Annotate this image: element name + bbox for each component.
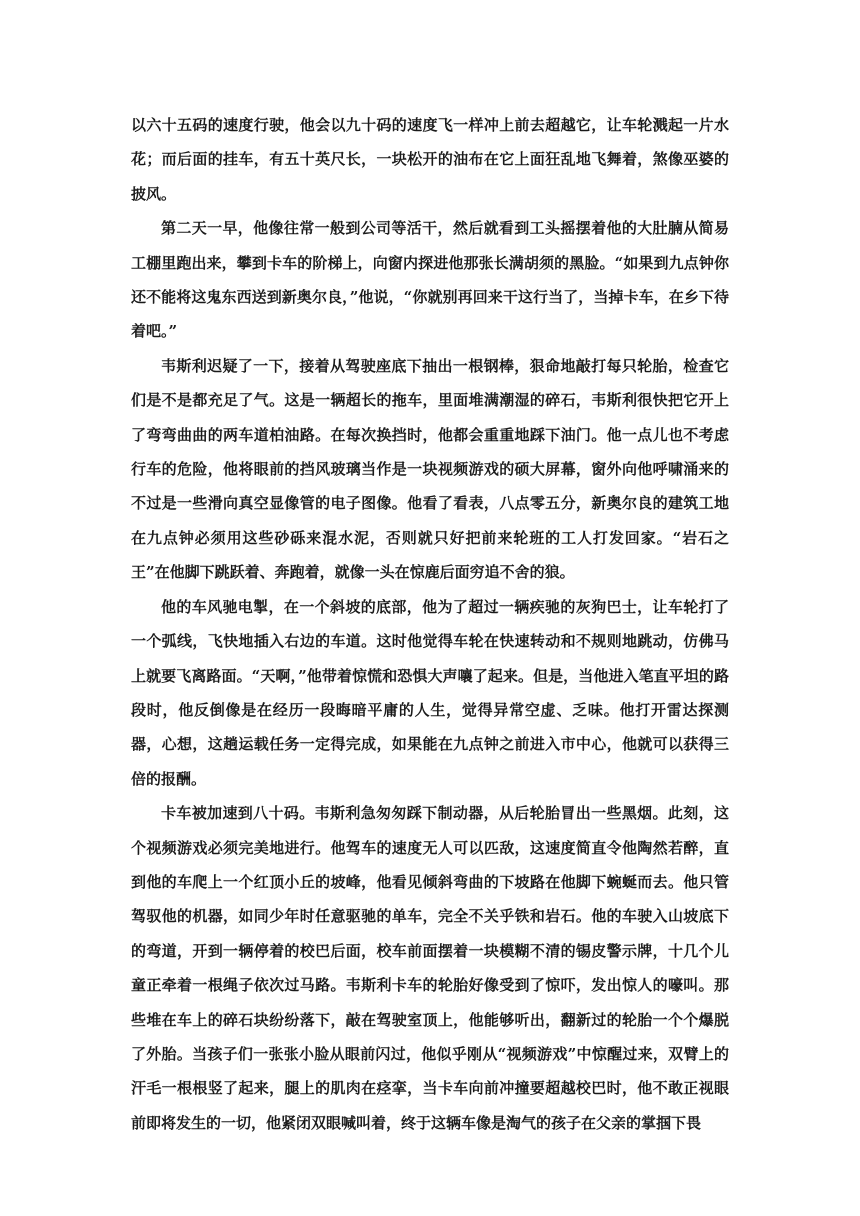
paragraph: 韦斯利迟疑了一下，接着从驾驶座底下抽出一根钢棒，狠命地敲打每只轮胎，检查它们是不是都充足了气。这是一辆超长的拖车，里面堆满潮湿的碎石，韦斯利很快把它开上了弯弯曲曲的两车道柏油路。在每次换挡时，他都会重重地踩下油门。他一点儿也不考虑行车的危险，他将眼前的挡风玻璃当作是一块视频游戏的硕大屏幕，窗外向他呼啸涌来的不过是一些滑向真空显像管的电子图像。他看了看表，八点零五分，新奥尔良的建筑工地在九点钟必须用这些砂砾来混水泥，否则就只好把前来轮班的工人打发回家。“岩石之王”在他脚下跳跃着、奔跑着，就像一头在惊鹿后面穷追不舍的狼。 [131, 356, 729, 582]
document-body [131, 108, 729, 1140]
paragraph: 第二天一早，他像往常一般到公司等活干，然后就看到工头摇摆着他的大肚腩从简易工棚里跑出来，攀到卡车的阶梯上，向窗内探进他那张长满胡须的黑脸。“如果到九点钟你还不能将这鬼东西送到新奥尔良，”他说，“你就别再回来干这行当了，当掉卡车，在乡下待着吧。” [131, 219, 729, 341]
paragraph-continued: 以六十五码的速度行驶，他会以九十码的速度飞一样冲上前去超越它，让车轮溅起一片水花；而后面的挂车，有五十英尺长，一块松开的油布在它上面狂乱地飞舞着，煞像巫婆的披风。 [131, 116, 729, 203]
paragraph: 他的车风驰电掣，在一个斜坡的底部，他为了超过一辆疾驰的灰狗巴士，让车轮打了一个弧线，飞快地插入右边的车道。这时他觉得车轮在快速转动和不规则地跳动，仿佛马上就要飞离路面。“天啊，”他带着惊慌和恐惧大声嚷了起来。但是，当他进入笔直平坦的路段时，他反倒像是在经历一段晦暗平庸的人生，觉得异常空虚、乏味。他打开雷达探测器，心想，这趟运载任务一定得完成，如果能在九点钟之前进入市中心，他就可以获得三倍的报酬。 [131, 597, 729, 788]
paragraph: 卡车被加速到八十码。韦斯利急匆匆踩下制动器，从后轮胎冒出一些黑烟。此刻，这个视频游戏必须完美地进行。他驾车的速度无人可以匹敌，这速度简直令他陶然若醉，直到他的车爬上一个红顶小丘的坡峰，他看见倾斜弯曲的下坡路在他脚下蜿蜒而去。他只管驾驭他的机器，如同少年时任意驱驰的单车，完全不关乎铁和岩石。他的车驶入山坡底下的弯道，开到一辆停着的校巴后面，校车前面摆着一块模糊不清的锡皮警示牌，十几个儿童正牵着一根绳子依次过马路。韦斯利卡车的轮胎好像受到了惊吓，发出惊人的嚎叫。那些堆在车上的碎石块纷纷落下，敲在驾驶室顶上，他能够听出，翻新过的轮胎一个个爆脱了外胎。当孩子们一张张小脸从眼前闪过，他似乎刚从“视频游戏”中惊醒过来，双臂上的汗毛一根根竖了起来，腿上的肌肉在痉挛，当卡车向前冲撞要超越校巴时，他不敢正视眼前即将发生的一切，他紧闭双眼喊叫着，终于这辆车像是淘气的孩子在父亲的掌掴下畏 [131, 804, 729, 1132]
